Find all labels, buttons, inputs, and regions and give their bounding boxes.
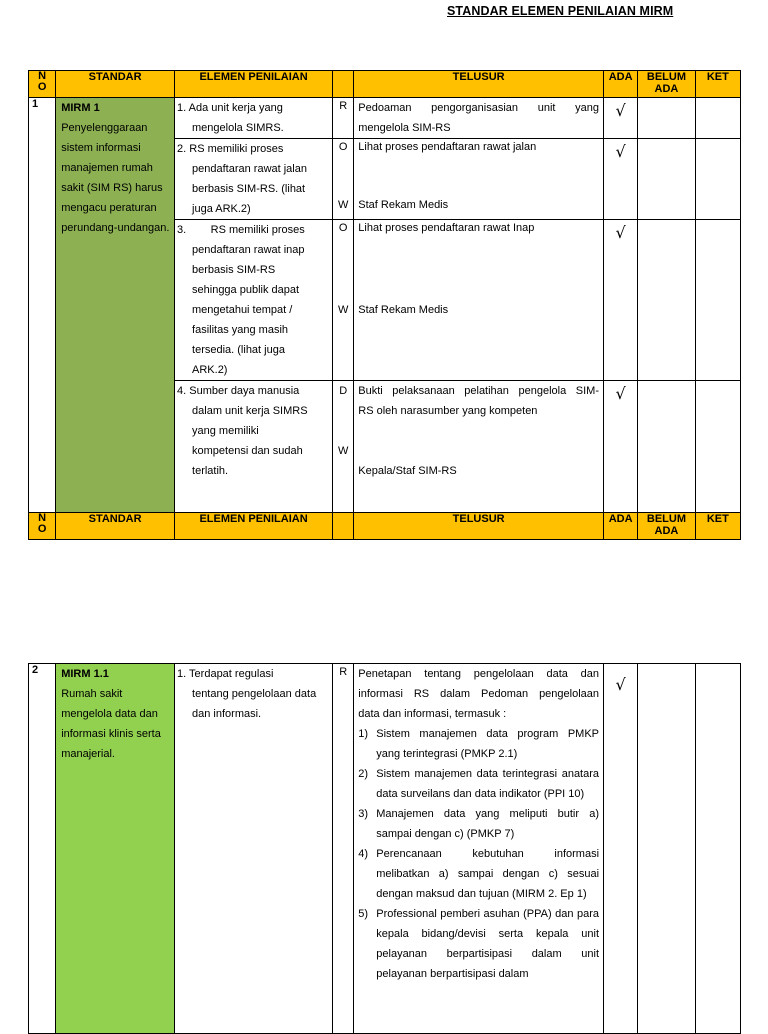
- code-label: R: [339, 100, 348, 112]
- element-line: kompetensi dan sudah: [192, 445, 303, 457]
- code-label: W: [338, 304, 349, 316]
- header-ada: ADA: [604, 71, 638, 98]
- element-line: tersedia. (lihat juga: [192, 344, 285, 356]
- telusur-line: data dan informasi, termasuk :: [358, 708, 507, 720]
- element-line: pendaftaran rawat inap: [192, 244, 305, 256]
- list-number: 1): [358, 728, 369, 740]
- code-cell: [333, 98, 354, 139]
- standard-cell: [56, 664, 175, 1034]
- header-belum-ada: BELUM ADA: [638, 513, 695, 540]
- ada-check: √: [604, 139, 638, 220]
- header-no: N O: [29, 513, 56, 540]
- telusur-cell: [354, 220, 604, 381]
- element-line: dalam unit kerja SIMRS: [192, 405, 308, 417]
- element-line: sehingga publik dapat: [192, 284, 300, 296]
- code-label: O: [338, 222, 348, 234]
- ada-check: √: [604, 664, 638, 1034]
- element-line: yang memiliki: [192, 425, 259, 437]
- element-line: ARK.2): [192, 364, 228, 376]
- document-title: STANDAR ELEMEN PENILAIAN MIRM: [447, 4, 674, 18]
- list-text: Sistem manajemen data terintegrasi anatara data surveilans dan data indikator (PPI 10): [376, 768, 600, 800]
- list-number: 5): [358, 908, 369, 920]
- list-item: [358, 724, 599, 764]
- telusur-line: RS oleh narasumber yang kompeten: [358, 405, 538, 417]
- code-label: W: [338, 199, 349, 211]
- element-line: mengelola SIMRS.: [192, 122, 284, 134]
- standard-cell: [56, 98, 175, 513]
- telusur-line: Lihat proses pendaftaran rawat jalan: [358, 141, 537, 153]
- element-line: juga ARK.2): [192, 203, 251, 215]
- table-header-row: [29, 71, 741, 98]
- header-ket: KET: [695, 71, 740, 98]
- list-item: [358, 764, 599, 804]
- standard-code: MIRM 1: [61, 102, 100, 114]
- table-mirm-1: [28, 70, 741, 540]
- list-number: 4): [358, 848, 369, 860]
- list-text: Professional pemberi asuhan (PPA) dan para kepala bidang/devisi serta kepala unit pelayanan berpartisipasi dalam unit pelayanan berpartisipasi dalam: [376, 908, 600, 980]
- telusur-cell: [354, 664, 604, 1034]
- telusur-line: Staf Rekam Medis: [358, 304, 449, 316]
- belum-ada-cell: [638, 664, 695, 1034]
- table-row: [29, 664, 741, 1034]
- ket-cell: [695, 664, 740, 1034]
- element-line: pendaftaran rawat jalan: [192, 163, 307, 175]
- element-line: 2. RS memiliki proses: [177, 143, 284, 155]
- element-line: 1. Ada unit kerja yang: [177, 102, 283, 114]
- header-belum-ada: BELUM ADA: [638, 71, 695, 98]
- code-cell: [333, 381, 354, 513]
- element-cell: [175, 220, 333, 381]
- header-no: N O: [29, 71, 56, 98]
- ket-cell: [695, 139, 740, 220]
- list-item: [358, 844, 599, 904]
- standard-text: Rumah sakit mengelola data dan informasi klinis serta manajerial.: [61, 688, 161, 760]
- table-footer-header-row: [29, 513, 741, 540]
- element-cell: [175, 139, 333, 220]
- ada-check: √: [604, 220, 638, 381]
- standard-text: Penyelenggaraan sistem informasi manajemen rumah sakit (SIM RS) harus mengacu peraturan perundang-undangan.: [61, 122, 170, 234]
- element-line: berbasis SIM-RS: [192, 264, 276, 276]
- list-text: Manajemen data yang meliputi butir a) sampai dengan c) (PMKP 7): [376, 808, 600, 840]
- element-line: mengetahui tempat /: [192, 304, 293, 316]
- list-number: 3): [358, 808, 369, 820]
- ket-cell: [695, 381, 740, 513]
- element-line: 1. Terdapat regulasi: [177, 668, 274, 680]
- code-cell: [333, 220, 354, 381]
- header-standar: STANDAR: [56, 71, 175, 98]
- ada-check: √: [604, 98, 638, 139]
- telusur-line: Penetapan tentang pengelolaan data dan: [358, 668, 600, 680]
- header-elemen: ELEMEN PENILAIAN: [175, 513, 333, 540]
- belum-ada-cell: [638, 98, 695, 139]
- ket-cell: [695, 98, 740, 139]
- telusur-line: Pedoaman pengorganisasian unit yang: [358, 102, 600, 114]
- list-text: Sistem manajemen data program PMKP yang terintegrasi (PMKP 2.1): [376, 728, 600, 760]
- ket-cell: [695, 220, 740, 381]
- header-elemen: ELEMEN PENILAIAN: [175, 71, 333, 98]
- belum-ada-cell: [638, 139, 695, 220]
- element-line: dan informasi.: [192, 708, 262, 720]
- telusur-line: mengelola SIM-RS: [358, 122, 451, 134]
- list-item: [358, 804, 599, 844]
- header-telusur: TELUSUR: [354, 71, 604, 98]
- header-standar: STANDAR: [56, 513, 175, 540]
- telusur-cell: [354, 139, 604, 220]
- list-item: [358, 904, 599, 984]
- telusur-line: Kepala/Staf SIM-RS: [358, 465, 457, 477]
- belum-ada-cell: [638, 220, 695, 381]
- telusur-line: informasi RS dalam Pedoman pengelolaan: [358, 688, 600, 700]
- code-label: W: [338, 445, 349, 457]
- ada-check: √: [604, 381, 638, 513]
- code-cell: [333, 139, 354, 220]
- telusur-line: Bukti pelaksanaan pelatihan pengelola SIM-: [358, 385, 600, 397]
- element-line: 4. Sumber daya manusia: [177, 385, 300, 397]
- header-ada: ADA: [604, 513, 638, 540]
- element-line: berbasis SIM-RS. (lihat: [192, 183, 306, 195]
- table-row: [29, 98, 741, 139]
- element-cell: [175, 381, 333, 513]
- header-ket: KET: [695, 513, 740, 540]
- list-text: Perencanaan kebutuhan informasi melibatkan a) sampai dengan c) sesuai dengan maksud dan tujuan (MIRM 2. Ep 1): [376, 848, 600, 900]
- header-code: [333, 71, 354, 98]
- standard-code: MIRM 1.1: [61, 668, 109, 680]
- belum-ada-cell: [638, 381, 695, 513]
- code-label: O: [338, 141, 348, 153]
- telusur-cell: [354, 98, 604, 139]
- telusur-line: Staf Rekam Medis: [358, 199, 449, 211]
- telusur-cell: [354, 381, 604, 513]
- row-number: 1: [29, 98, 56, 513]
- code-label: R: [339, 666, 348, 678]
- element-line: tentang pengelolaan data: [192, 688, 317, 700]
- code-label: D: [339, 385, 348, 397]
- element-line: 3. RS memiliki proses: [177, 224, 305, 236]
- header-telusur: TELUSUR: [354, 513, 604, 540]
- element-cell: [175, 664, 333, 1034]
- row-number: 2: [29, 664, 56, 1034]
- element-line: terlatih.: [192, 465, 229, 477]
- table-mirm-1-1: [28, 663, 741, 1034]
- element-line: fasilitas yang masih: [192, 324, 289, 336]
- telusur-line: Lihat proses pendaftaran rawat Inap: [358, 222, 535, 234]
- code-cell: [333, 664, 354, 1034]
- element-cell: [175, 98, 333, 139]
- list-number: 2): [358, 768, 369, 780]
- header-code: [333, 513, 354, 540]
